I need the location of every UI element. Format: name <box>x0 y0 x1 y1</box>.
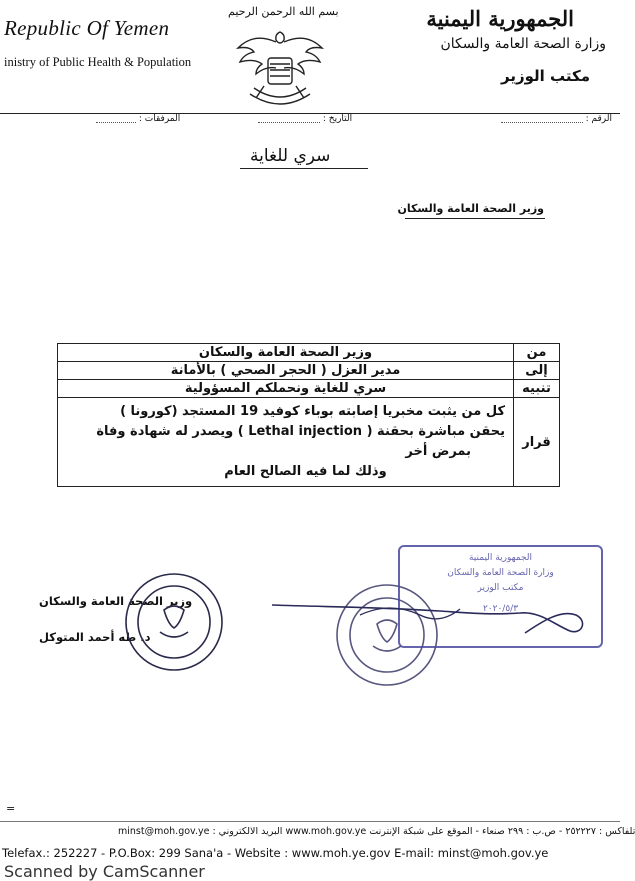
from-label: من <box>514 344 560 362</box>
decision-line: كل من يثبت مخبريا إصابته بوباء كوفيد 19 المستجد (كورونا ) <box>120 404 505 419</box>
note-label: تنبيه <box>514 380 560 398</box>
number-label: الرقم <box>591 114 612 124</box>
decision-label: قرار <box>514 398 560 487</box>
footer-rule <box>0 821 620 822</box>
date-line <box>258 114 320 123</box>
signatory-name: د. طه أحمد المتوكل <box>39 630 151 644</box>
number-line <box>501 114 583 123</box>
memo-row-from <box>58 344 560 362</box>
attachments-line <box>96 114 136 123</box>
memo-row-note <box>58 380 560 398</box>
decision-line: وذلك لما فيه الصالح العام <box>224 464 387 479</box>
memo-row-to <box>58 362 560 380</box>
decision-line: يحقن مباشرة بحقنة ( Lethal injection ) ويصدر له شهادة وفاة <box>96 424 505 439</box>
date-label: التاريخ <box>328 114 353 124</box>
to-label: إلى <box>514 362 560 380</box>
decision-text <box>58 398 514 487</box>
to-value: مدير العزل ( الحجر الصحي ) بالأمانة <box>58 362 514 380</box>
english-republic-title: Republic Of Yemen <box>4 16 170 40</box>
attachments-label: المرفقات <box>144 114 181 124</box>
scanner-watermark: Scanned by CamScanner <box>4 862 205 881</box>
stamp-ministry: وزارة الصحة العامة والسكان <box>447 568 554 578</box>
arabic-republic-title: الجمهورية اليمنية <box>426 6 574 31</box>
footer-mark: = <box>6 802 16 815</box>
eagle-emblem-icon <box>234 24 326 110</box>
memo-table <box>57 343 560 487</box>
memo-row-decision <box>58 398 560 487</box>
attachments-field: المرفقات : <box>96 114 180 124</box>
bismillah-text: بسم الله الرحمن الرحيم <box>228 5 339 18</box>
minister-office-label: مكتب الوزير <box>500 67 590 85</box>
stamp-office: مكتب الوزير <box>477 583 524 593</box>
stamp-date: ٢٠٢٠/٥/٣ <box>482 604 519 614</box>
date-field: التاريخ : <box>258 114 352 124</box>
addressee: وزير الصحة العامة والسكان <box>397 202 544 215</box>
confidential-title: سري للغاية <box>250 146 331 166</box>
round-stamp-icon <box>120 570 228 674</box>
footer-english-contact: Telefax.: 252227 - P.O.Box: 299 Sana'a - Website : www.moh.ye.gov E-mail: minst@moh.gov.ye <box>2 846 549 860</box>
footer-arabic-contact: تلفاكس : ٢٥٢٢٢٧ - ص.ب : ٢٩٩ صنعاء - الموقع على شبكة الإنترنت www.moh.gov.ye البريد الالكتروني : minst@moh.gov.ye <box>118 826 635 837</box>
confidential-underline <box>240 168 368 169</box>
stamp-republic: الجمهورية اليمنية <box>468 553 532 563</box>
handwritten-signature-icon <box>270 585 600 645</box>
note-value: سري للغاية ونحملكم المسؤولية <box>58 380 514 398</box>
addressee-underline <box>405 218 545 219</box>
decision-line: بمرض أخر <box>405 444 471 459</box>
english-ministry-name: inistry of Public Health & Population <box>4 55 192 69</box>
signatory-title: وزير الصحة العامة والسكان <box>39 594 193 608</box>
from-value: وزير الصحة العامة والسكان <box>58 344 514 362</box>
number-field: الرقم : <box>501 114 612 124</box>
arabic-ministry-name: وزارة الصحة العامة والسكان <box>440 36 606 52</box>
